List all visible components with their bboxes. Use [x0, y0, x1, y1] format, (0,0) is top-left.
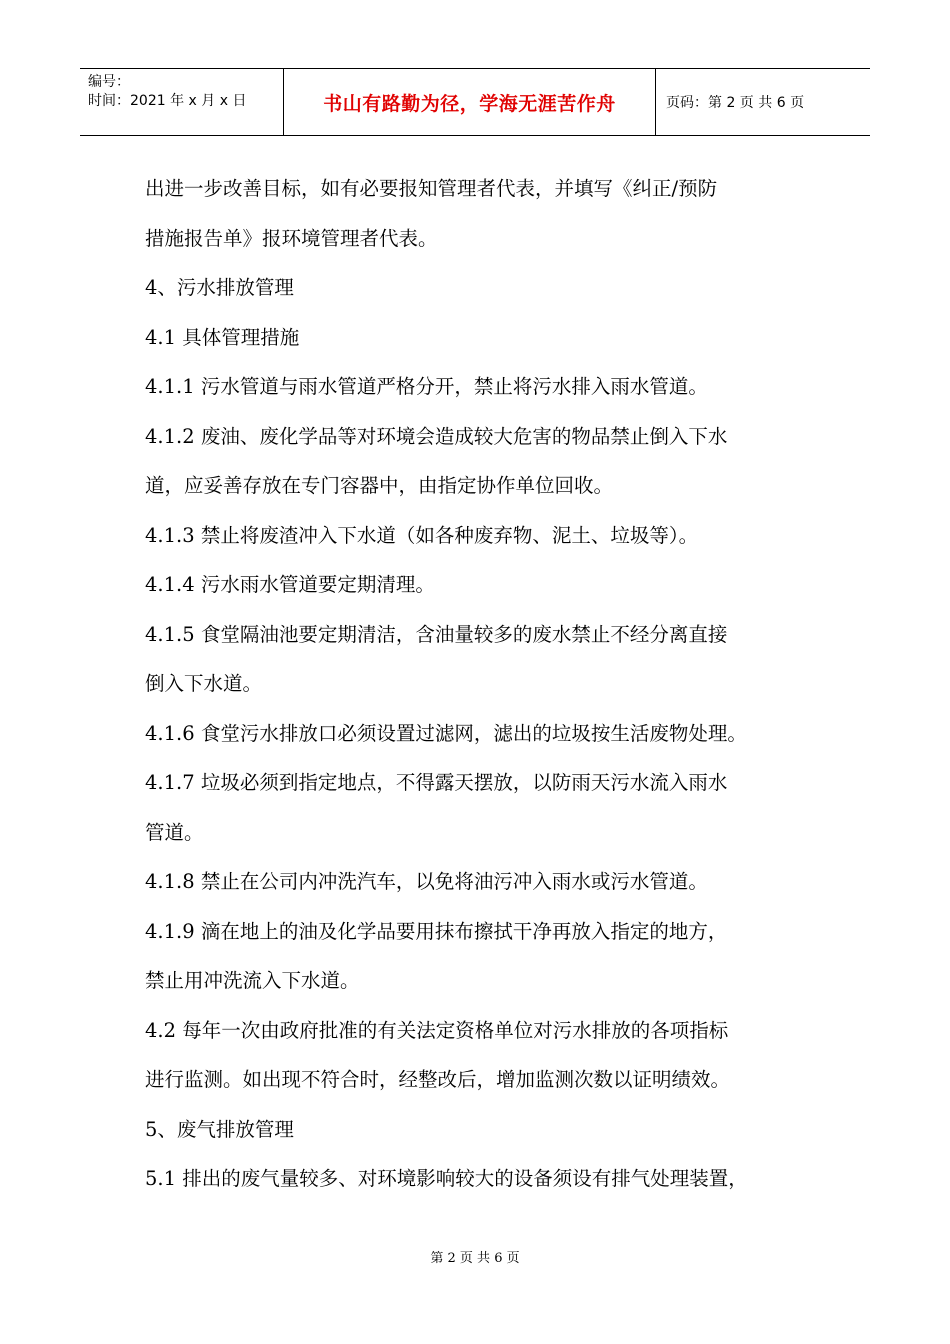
section-heading: 4、污水排放管理 — [145, 276, 294, 299]
page-footer: 第 2 页 共 6 页 — [430, 1251, 520, 1266]
header-page-number: 页码：第 2 页 共 6 页 — [666, 95, 805, 111]
body-line: 措施报告单》报环境管理者代表。 — [145, 226, 438, 250]
body-line: 进行监测。如出现不符合时，经整改后，增加监测次数以证明绩效。 — [145, 1068, 731, 1091]
body-line: 4.1.3 禁止将废渣冲入下水道（如各种废弃物、泥土、垃圾等）。 — [145, 523, 699, 547]
subsection-heading: 4.1 具体管理措施 — [145, 325, 300, 349]
body-line: 管道。 — [145, 820, 204, 844]
body-line: 4.1.9 滴在地上的油及化学品要用抹布擦拭干净再放入指定的地方， — [145, 919, 728, 943]
body-line: 4.1.7 垃圾必须到指定地点，不得露天摆放，以防雨天污水流入雨水 — [145, 771, 728, 794]
document-date-label: 时间：2021 年 x 月 x 日 — [88, 93, 247, 109]
header-motto: 书山有路勤为径，学海无涯苦作舟 — [284, 69, 656, 135]
body-line: 4.1.8 禁止在公司内冲洗汽车，以免将油污冲入雨水或污水管道。 — [145, 870, 708, 893]
section-heading: 5、废气排放管理 — [145, 1117, 294, 1141]
body-line: 倒入下水道。 — [145, 672, 263, 695]
body-line: 4.1.2 废油、废化学品等对环境会造成较大危害的物品禁止倒入下水 — [145, 424, 728, 448]
body-line: 4.1.6 食堂污水排放口必须设置过滤网，滤出的垃圾按生活废物处理。 — [145, 721, 747, 745]
body-line: 出进一步改善目标，如有必要报知管理者代表，并填写《纠正/预防 — [145, 177, 718, 200]
page-header — [80, 68, 870, 136]
body-line: 4.2 每年一次由政府批准的有关法定资格单位对污水排放的各项指标 — [145, 1018, 729, 1042]
body-line: 4.1.1 污水管道与雨水管道严格分开，禁止将污水排入雨水管道。 — [145, 375, 708, 398]
body-line: 4.1.5 食堂隔油池要定期清洁，含油量较多的废水禁止不经分离直接 — [145, 622, 728, 646]
body-line: 5.1 排出的废气量较多、对环境影响较大的设备须设有排气处理装置， — [145, 1167, 748, 1190]
header-info-cell — [80, 69, 284, 135]
document-body — [145, 164, 815, 1204]
body-line: 4.1.4 污水雨水管道要定期清理。 — [145, 573, 435, 596]
document-code-label: 编号： — [88, 74, 130, 90]
body-line: 禁止用冲洗流入下水道。 — [145, 969, 360, 992]
body-line: 道，应妥善存放在专门容器中，由指定协作单位回收。 — [145, 474, 614, 497]
